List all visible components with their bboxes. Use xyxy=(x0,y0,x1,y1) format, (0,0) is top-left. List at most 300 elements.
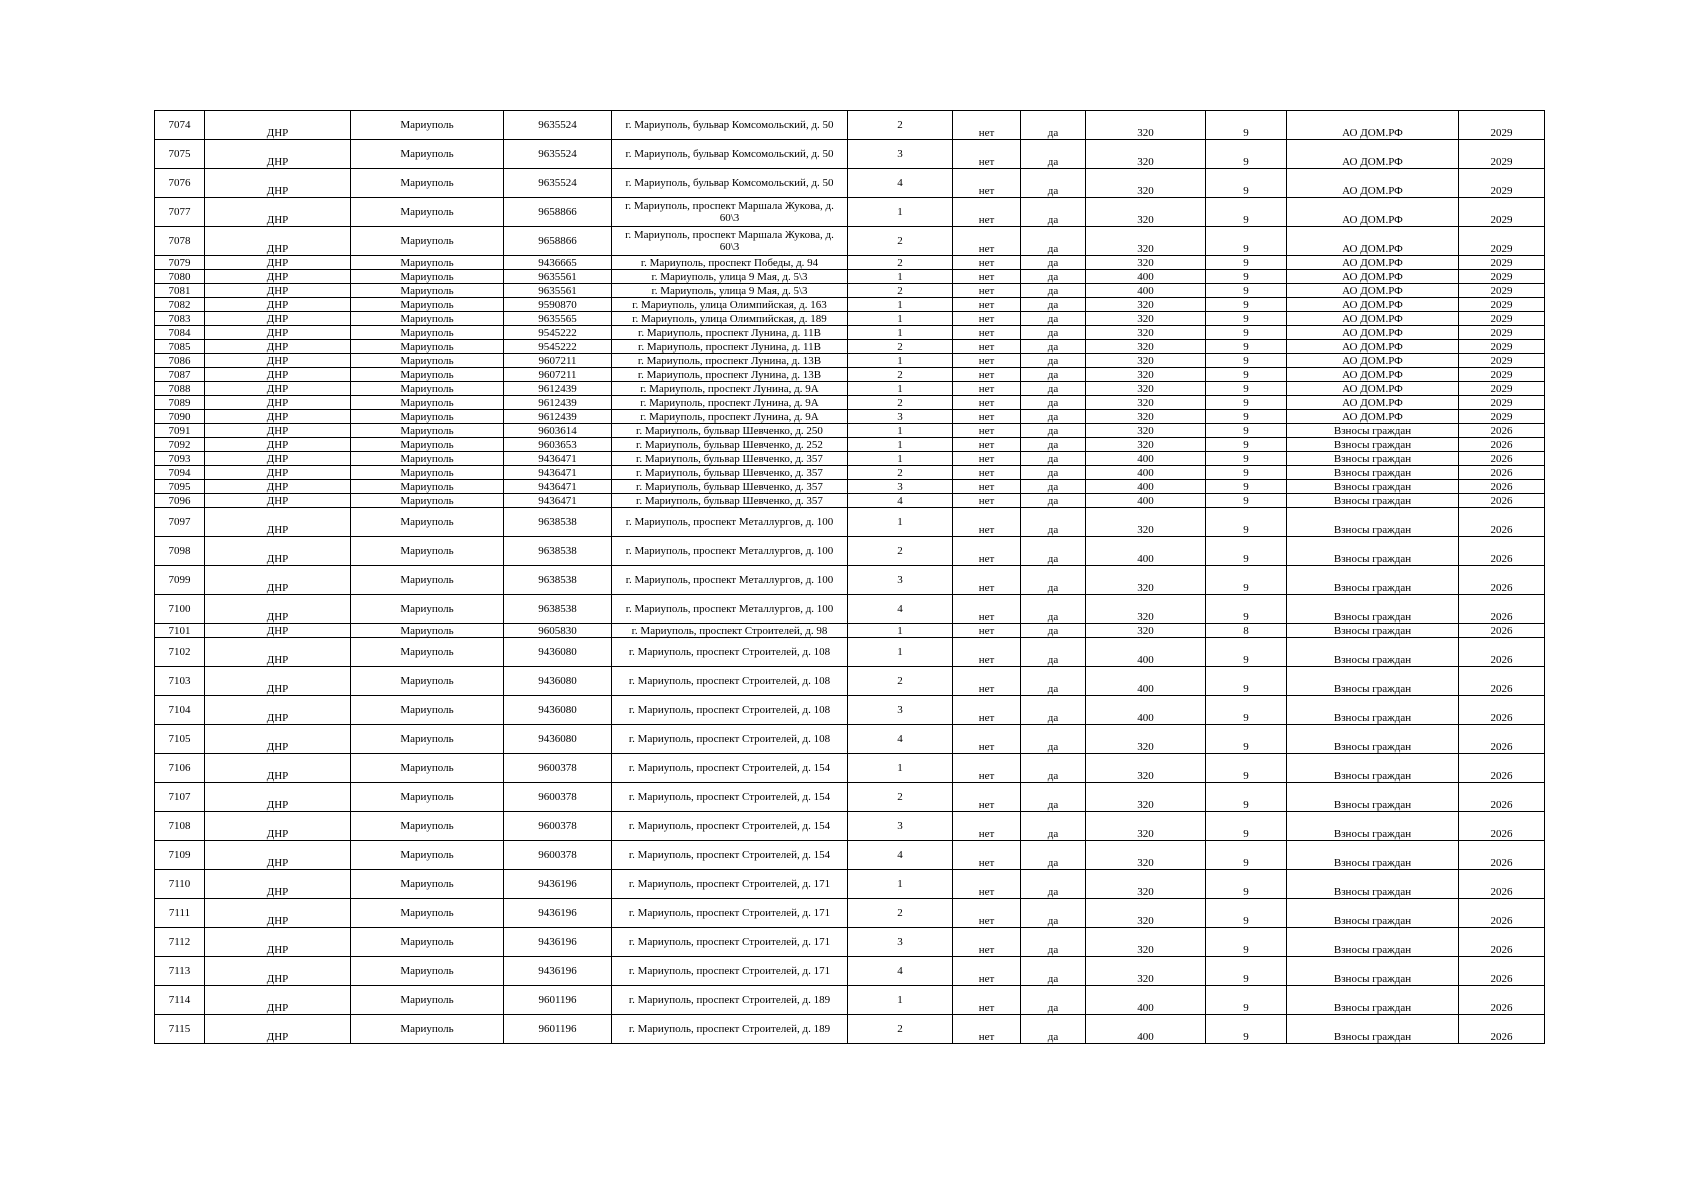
row-cost: 320 xyxy=(1086,169,1206,198)
row-year: 2026 xyxy=(1459,624,1545,638)
row-region: ДНР xyxy=(205,169,351,198)
row-flag-2: да xyxy=(1021,466,1086,480)
row-flag-1: нет xyxy=(953,986,1021,1015)
row-number: 7078 xyxy=(155,227,205,256)
row-number: 7098 xyxy=(155,537,205,566)
row-city: Мариуполь xyxy=(351,198,504,227)
row-funding-source: АО ДОМ.РФ xyxy=(1287,368,1459,382)
row-house-id: 9436471 xyxy=(504,494,612,508)
row-address: г. Мариуполь, проспект Лунина, д. 9А xyxy=(612,410,848,424)
row-cost: 320 xyxy=(1086,812,1206,841)
row-entrance: 4 xyxy=(848,595,953,624)
row-city: Мариуполь xyxy=(351,508,504,537)
row-floors: 9 xyxy=(1206,111,1287,140)
row-floors: 9 xyxy=(1206,986,1287,1015)
row-flag-1: нет xyxy=(953,452,1021,466)
row-entrance: 1 xyxy=(848,508,953,537)
row-address: г. Мариуполь, проспект Строителей, д. 171 xyxy=(612,957,848,986)
row-funding-source: АО ДОМ.РФ xyxy=(1287,410,1459,424)
row-house-id: 9638538 xyxy=(504,508,612,537)
row-entrance: 2 xyxy=(848,667,953,696)
row-entrance: 3 xyxy=(848,928,953,957)
row-address: г. Мариуполь, проспект Строителей, д. 171 xyxy=(612,870,848,899)
row-address: г. Мариуполь, проспект Строителей, д. 154 xyxy=(612,841,848,870)
row-region: ДНР xyxy=(205,111,351,140)
row-flag-1: нет xyxy=(953,354,1021,368)
row-funding-source: АО ДОМ.РФ xyxy=(1287,198,1459,227)
row-entrance: 1 xyxy=(848,326,953,340)
row-number: 7082 xyxy=(155,298,205,312)
row-number: 7114 xyxy=(155,986,205,1015)
row-address: г. Мариуполь, проспект Лунина, д. 13В xyxy=(612,368,848,382)
row-house-id: 9601196 xyxy=(504,986,612,1015)
row-flag-1: нет xyxy=(953,667,1021,696)
row-entrance: 3 xyxy=(848,140,953,169)
row-number: 7110 xyxy=(155,870,205,899)
table-row xyxy=(155,928,1545,957)
row-city: Мариуполь xyxy=(351,382,504,396)
row-flag-2: да xyxy=(1021,566,1086,595)
row-flag-1: нет xyxy=(953,696,1021,725)
row-flag-1: нет xyxy=(953,566,1021,595)
row-year: 2029 xyxy=(1459,396,1545,410)
row-house-id: 9600378 xyxy=(504,812,612,841)
row-address: г. Мариуполь, проспект Металлургов, д. 100 xyxy=(612,566,848,595)
row-region: ДНР xyxy=(205,812,351,841)
row-address: г. Мариуполь, проспект Маршала Жукова, д. 60\3 xyxy=(612,198,848,227)
row-year: 2026 xyxy=(1459,466,1545,480)
table-row xyxy=(155,957,1545,986)
row-year: 2026 xyxy=(1459,957,1545,986)
row-entrance: 1 xyxy=(848,270,953,284)
row-house-id: 9436196 xyxy=(504,957,612,986)
row-cost: 320 xyxy=(1086,624,1206,638)
row-flag-1: нет xyxy=(953,382,1021,396)
row-year: 2026 xyxy=(1459,899,1545,928)
row-flag-2: да xyxy=(1021,595,1086,624)
table-row xyxy=(155,410,1545,424)
table-row xyxy=(155,382,1545,396)
row-floors: 9 xyxy=(1206,508,1287,537)
row-floors: 9 xyxy=(1206,169,1287,198)
row-entrance: 4 xyxy=(848,494,953,508)
row-flag-1: нет xyxy=(953,198,1021,227)
row-flag-1: нет xyxy=(953,725,1021,754)
row-flag-2: да xyxy=(1021,312,1086,326)
row-region: ДНР xyxy=(205,382,351,396)
row-region: ДНР xyxy=(205,696,351,725)
row-entrance: 1 xyxy=(848,638,953,667)
table-row xyxy=(155,312,1545,326)
row-year: 2029 xyxy=(1459,326,1545,340)
row-region: ДНР xyxy=(205,754,351,783)
row-region: ДНР xyxy=(205,725,351,754)
row-cost: 320 xyxy=(1086,566,1206,595)
row-cost: 400 xyxy=(1086,480,1206,494)
row-number: 7089 xyxy=(155,396,205,410)
row-flag-1: нет xyxy=(953,841,1021,870)
row-cost: 320 xyxy=(1086,957,1206,986)
row-funding-source: Взносы граждан xyxy=(1287,928,1459,957)
row-address: г. Мариуполь, бульвар Шевченко, д. 357 xyxy=(612,452,848,466)
row-funding-source: АО ДОМ.РФ xyxy=(1287,256,1459,270)
row-flag-2: да xyxy=(1021,812,1086,841)
row-floors: 9 xyxy=(1206,870,1287,899)
row-city: Мариуполь xyxy=(351,986,504,1015)
row-flag-2: да xyxy=(1021,198,1086,227)
row-number: 7090 xyxy=(155,410,205,424)
row-funding-source: Взносы граждан xyxy=(1287,452,1459,466)
row-entrance: 3 xyxy=(848,566,953,595)
table-row xyxy=(155,638,1545,667)
row-house-id: 9436196 xyxy=(504,870,612,899)
row-region: ДНР xyxy=(205,870,351,899)
row-number: 7113 xyxy=(155,957,205,986)
row-region: ДНР xyxy=(205,638,351,667)
table-row xyxy=(155,480,1545,494)
row-flag-2: да xyxy=(1021,270,1086,284)
row-region: ДНР xyxy=(205,256,351,270)
row-entrance: 1 xyxy=(848,452,953,466)
row-address: г. Мариуполь, проспект Строителей, д. 189 xyxy=(612,986,848,1015)
row-house-id: 9600378 xyxy=(504,841,612,870)
row-flag-1: нет xyxy=(953,111,1021,140)
table-row xyxy=(155,494,1545,508)
row-flag-1: нет xyxy=(953,754,1021,783)
row-flag-1: нет xyxy=(953,284,1021,298)
row-floors: 9 xyxy=(1206,812,1287,841)
row-funding-source: Взносы граждан xyxy=(1287,754,1459,783)
row-year: 2026 xyxy=(1459,754,1545,783)
row-house-id: 9658866 xyxy=(504,198,612,227)
row-funding-source: АО ДОМ.РФ xyxy=(1287,111,1459,140)
row-funding-source: Взносы граждан xyxy=(1287,986,1459,1015)
row-house-id: 9436080 xyxy=(504,725,612,754)
row-address: г. Мариуполь, улица Олимпийская, д. 163 xyxy=(612,298,848,312)
row-flag-2: да xyxy=(1021,928,1086,957)
row-funding-source: АО ДОМ.РФ xyxy=(1287,169,1459,198)
row-address: г. Мариуполь, бульвар Шевченко, д. 252 xyxy=(612,438,848,452)
row-city: Мариуполь xyxy=(351,410,504,424)
row-year: 2026 xyxy=(1459,537,1545,566)
row-city: Мариуполь xyxy=(351,870,504,899)
row-house-id: 9600378 xyxy=(504,754,612,783)
row-flag-1: нет xyxy=(953,340,1021,354)
row-floors: 9 xyxy=(1206,312,1287,326)
row-house-id: 9658866 xyxy=(504,227,612,256)
row-floors: 9 xyxy=(1206,783,1287,812)
row-city: Мариуполь xyxy=(351,438,504,452)
row-city: Мариуполь xyxy=(351,957,504,986)
row-number: 7095 xyxy=(155,480,205,494)
row-entrance: 2 xyxy=(848,783,953,812)
row-flag-2: да xyxy=(1021,169,1086,198)
row-floors: 9 xyxy=(1206,466,1287,480)
row-cost: 320 xyxy=(1086,198,1206,227)
row-cost: 400 xyxy=(1086,537,1206,566)
row-floors: 9 xyxy=(1206,1015,1287,1044)
row-number: 7099 xyxy=(155,566,205,595)
table-row xyxy=(155,841,1545,870)
table-row xyxy=(155,424,1545,438)
row-funding-source: АО ДОМ.РФ xyxy=(1287,382,1459,396)
row-floors: 9 xyxy=(1206,298,1287,312)
row-house-id: 9635565 xyxy=(504,312,612,326)
row-flag-1: нет xyxy=(953,169,1021,198)
row-region: ДНР xyxy=(205,438,351,452)
row-funding-source: Взносы граждан xyxy=(1287,537,1459,566)
row-city: Мариуполь xyxy=(351,298,504,312)
row-floors: 9 xyxy=(1206,340,1287,354)
row-address: г. Мариуполь, бульвар Шевченко, д. 357 xyxy=(612,466,848,480)
row-city: Мариуполь xyxy=(351,396,504,410)
row-floors: 9 xyxy=(1206,566,1287,595)
row-cost: 320 xyxy=(1086,899,1206,928)
row-funding-source: АО ДОМ.РФ xyxy=(1287,284,1459,298)
row-flag-2: да xyxy=(1021,667,1086,696)
row-number: 7087 xyxy=(155,368,205,382)
row-year: 2029 xyxy=(1459,111,1545,140)
row-house-id: 9638538 xyxy=(504,566,612,595)
row-number: 7094 xyxy=(155,466,205,480)
row-flag-1: нет xyxy=(953,494,1021,508)
row-region: ДНР xyxy=(205,466,351,480)
row-house-id: 9605830 xyxy=(504,624,612,638)
row-address: г. Мариуполь, бульвар Шевченко, д. 357 xyxy=(612,480,848,494)
row-city: Мариуполь xyxy=(351,326,504,340)
row-flag-1: нет xyxy=(953,466,1021,480)
register-table xyxy=(154,110,1545,1044)
row-flag-2: да xyxy=(1021,424,1086,438)
row-flag-2: да xyxy=(1021,754,1086,783)
table-row xyxy=(155,140,1545,169)
row-flag-2: да xyxy=(1021,638,1086,667)
row-cost: 400 xyxy=(1086,1015,1206,1044)
row-year: 2029 xyxy=(1459,298,1545,312)
row-house-id: 9638538 xyxy=(504,595,612,624)
row-flag-1: нет xyxy=(953,410,1021,424)
row-flag-2: да xyxy=(1021,111,1086,140)
row-floors: 9 xyxy=(1206,638,1287,667)
table-row xyxy=(155,227,1545,256)
row-flag-2: да xyxy=(1021,1015,1086,1044)
row-floors: 9 xyxy=(1206,899,1287,928)
row-flag-2: да xyxy=(1021,957,1086,986)
row-entrance: 2 xyxy=(848,227,953,256)
row-entrance: 3 xyxy=(848,696,953,725)
row-cost: 320 xyxy=(1086,870,1206,899)
row-cost: 320 xyxy=(1086,783,1206,812)
row-number: 7093 xyxy=(155,452,205,466)
row-number: 7100 xyxy=(155,595,205,624)
row-region: ДНР xyxy=(205,986,351,1015)
row-region: ДНР xyxy=(205,566,351,595)
row-city: Мариуполь xyxy=(351,340,504,354)
row-year: 2026 xyxy=(1459,438,1545,452)
row-city: Мариуполь xyxy=(351,466,504,480)
row-flag-2: да xyxy=(1021,140,1086,169)
row-flag-2: да xyxy=(1021,298,1086,312)
row-city: Мариуполь xyxy=(351,354,504,368)
row-floors: 9 xyxy=(1206,725,1287,754)
row-funding-source: Взносы граждан xyxy=(1287,783,1459,812)
row-funding-source: Взносы граждан xyxy=(1287,494,1459,508)
row-floors: 9 xyxy=(1206,841,1287,870)
row-flag-1: нет xyxy=(953,298,1021,312)
row-cost: 320 xyxy=(1086,227,1206,256)
row-flag-1: нет xyxy=(953,270,1021,284)
table-row xyxy=(155,624,1545,638)
row-region: ДНР xyxy=(205,340,351,354)
table-body xyxy=(155,111,1545,1044)
row-funding-source: АО ДОМ.РФ xyxy=(1287,298,1459,312)
row-funding-source: Взносы граждан xyxy=(1287,899,1459,928)
table-row xyxy=(155,725,1545,754)
row-city: Мариуполь xyxy=(351,284,504,298)
table-row xyxy=(155,270,1545,284)
row-number: 7097 xyxy=(155,508,205,537)
row-city: Мариуполь xyxy=(351,754,504,783)
row-house-id: 9635524 xyxy=(504,140,612,169)
row-cost: 400 xyxy=(1086,696,1206,725)
row-cost: 320 xyxy=(1086,326,1206,340)
row-floors: 9 xyxy=(1206,284,1287,298)
row-number: 7074 xyxy=(155,111,205,140)
row-cost: 400 xyxy=(1086,270,1206,284)
row-house-id: 9436471 xyxy=(504,480,612,494)
row-funding-source: Взносы граждан xyxy=(1287,1015,1459,1044)
row-region: ДНР xyxy=(205,396,351,410)
row-flag-2: да xyxy=(1021,986,1086,1015)
row-funding-source: АО ДОМ.РФ xyxy=(1287,140,1459,169)
table-row xyxy=(155,340,1545,354)
row-address: г. Мариуполь, проспект Строителей, д. 108 xyxy=(612,667,848,696)
row-city: Мариуполь xyxy=(351,899,504,928)
row-region: ДНР xyxy=(205,298,351,312)
row-funding-source: Взносы граждан xyxy=(1287,624,1459,638)
row-funding-source: Взносы граждан xyxy=(1287,667,1459,696)
row-cost: 320 xyxy=(1086,298,1206,312)
table-row xyxy=(155,696,1545,725)
row-entrance: 1 xyxy=(848,198,953,227)
row-city: Мариуполь xyxy=(351,841,504,870)
row-entrance: 2 xyxy=(848,466,953,480)
row-flag-1: нет xyxy=(953,957,1021,986)
table-row xyxy=(155,354,1545,368)
row-region: ДНР xyxy=(205,452,351,466)
row-region: ДНР xyxy=(205,424,351,438)
row-flag-2: да xyxy=(1021,537,1086,566)
row-year: 2029 xyxy=(1459,169,1545,198)
row-floors: 9 xyxy=(1206,198,1287,227)
row-year: 2026 xyxy=(1459,783,1545,812)
row-year: 2026 xyxy=(1459,812,1545,841)
row-city: Мариуполь xyxy=(351,812,504,841)
row-year: 2029 xyxy=(1459,270,1545,284)
row-floors: 9 xyxy=(1206,227,1287,256)
row-house-id: 9635561 xyxy=(504,284,612,298)
row-number: 7102 xyxy=(155,638,205,667)
row-cost: 400 xyxy=(1086,638,1206,667)
row-house-id: 9612439 xyxy=(504,382,612,396)
row-year: 2026 xyxy=(1459,986,1545,1015)
row-cost: 320 xyxy=(1086,111,1206,140)
row-year: 2026 xyxy=(1459,480,1545,494)
row-entrance: 3 xyxy=(848,812,953,841)
table-row xyxy=(155,452,1545,466)
row-flag-1: нет xyxy=(953,812,1021,841)
row-cost: 400 xyxy=(1086,284,1206,298)
row-address: г. Мариуполь, проспект Строителей, д. 171 xyxy=(612,899,848,928)
row-floors: 9 xyxy=(1206,270,1287,284)
row-flag-2: да xyxy=(1021,340,1086,354)
row-address: г. Мариуполь, проспект Лунина, д. 9А xyxy=(612,396,848,410)
row-year: 2026 xyxy=(1459,508,1545,537)
row-house-id: 9436080 xyxy=(504,696,612,725)
row-cost: 400 xyxy=(1086,494,1206,508)
row-house-id: 9436665 xyxy=(504,256,612,270)
row-cost: 400 xyxy=(1086,466,1206,480)
row-funding-source: АО ДОМ.РФ xyxy=(1287,396,1459,410)
row-funding-source: Взносы граждан xyxy=(1287,424,1459,438)
row-region: ДНР xyxy=(205,368,351,382)
row-flag-2: да xyxy=(1021,438,1086,452)
row-floors: 9 xyxy=(1206,438,1287,452)
row-cost: 320 xyxy=(1086,368,1206,382)
row-entrance: 3 xyxy=(848,410,953,424)
row-year: 2029 xyxy=(1459,382,1545,396)
row-flag-2: да xyxy=(1021,284,1086,298)
row-entrance: 1 xyxy=(848,624,953,638)
row-cost: 320 xyxy=(1086,410,1206,424)
row-funding-source: Взносы граждан xyxy=(1287,508,1459,537)
table-row xyxy=(155,1015,1545,1044)
row-number: 7111 xyxy=(155,899,205,928)
row-funding-source: Взносы граждан xyxy=(1287,696,1459,725)
row-flag-2: да xyxy=(1021,256,1086,270)
row-floors: 9 xyxy=(1206,354,1287,368)
row-entrance: 2 xyxy=(848,340,953,354)
table-row xyxy=(155,298,1545,312)
row-city: Мариуполь xyxy=(351,270,504,284)
row-entrance: 2 xyxy=(848,256,953,270)
row-region: ДНР xyxy=(205,480,351,494)
table-row xyxy=(155,899,1545,928)
row-year: 2026 xyxy=(1459,638,1545,667)
row-flag-1: нет xyxy=(953,783,1021,812)
row-funding-source: Взносы граждан xyxy=(1287,566,1459,595)
row-flag-2: да xyxy=(1021,783,1086,812)
row-year: 2029 xyxy=(1459,340,1545,354)
table-row xyxy=(155,812,1545,841)
row-address: г. Мариуполь, улица 9 Мая, д. 5\3 xyxy=(612,284,848,298)
row-region: ДНР xyxy=(205,667,351,696)
row-funding-source: Взносы граждан xyxy=(1287,638,1459,667)
row-address: г. Мариуполь, бульвар Комсомольский, д. 50 xyxy=(612,169,848,198)
row-flag-1: нет xyxy=(953,928,1021,957)
row-flag-2: да xyxy=(1021,382,1086,396)
row-flag-2: да xyxy=(1021,480,1086,494)
row-house-id: 9545222 xyxy=(504,326,612,340)
row-city: Мариуполь xyxy=(351,494,504,508)
row-funding-source: АО ДОМ.РФ xyxy=(1287,354,1459,368)
row-year: 2026 xyxy=(1459,841,1545,870)
row-year: 2026 xyxy=(1459,696,1545,725)
row-entrance: 2 xyxy=(848,1015,953,1044)
row-year: 2029 xyxy=(1459,368,1545,382)
row-address: г. Мариуполь, проспект Маршала Жукова, д. 60\3 xyxy=(612,227,848,256)
row-cost: 400 xyxy=(1086,452,1206,466)
